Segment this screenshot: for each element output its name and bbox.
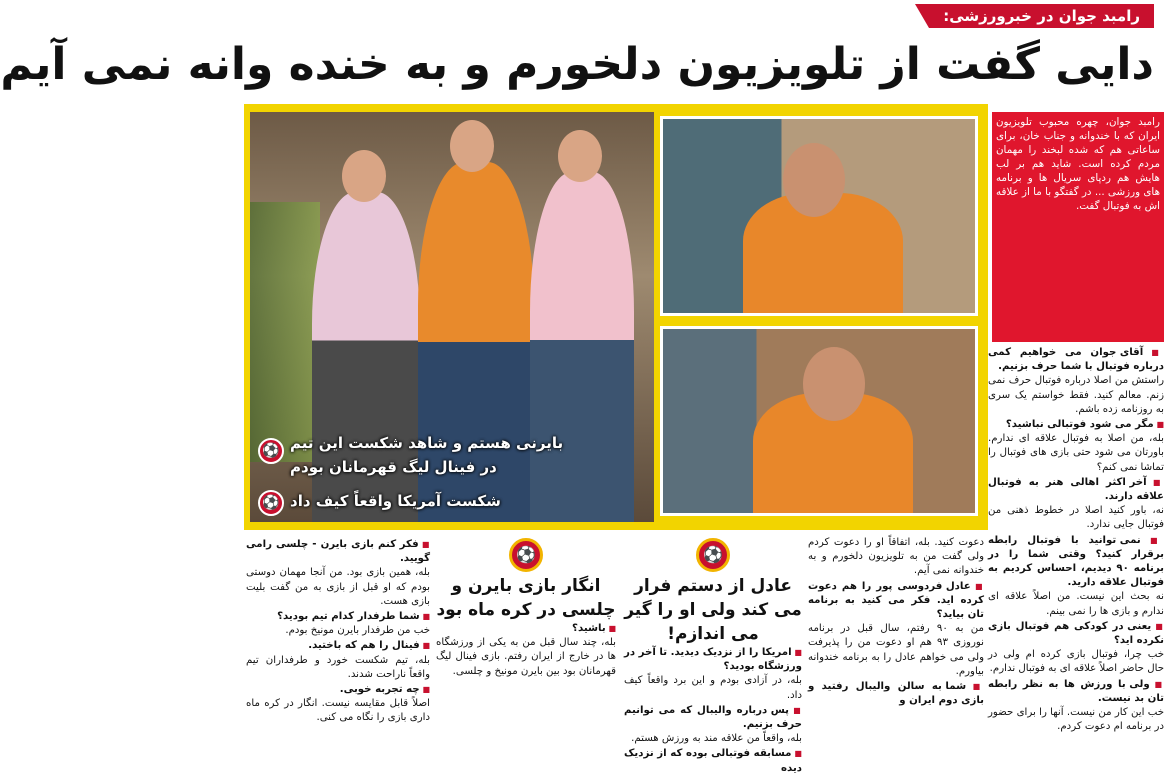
head-right [558, 130, 602, 182]
question: ■ نمی توانید با فوتبال رابطه برقرار کنید؟ وقتی شما را در برنامه ۹۰ دیدیم، احساس کردیم به فوتبال علاقه دارید. [988, 535, 1164, 589]
caption-2: در فینال لیگ قهرمانان بودم [290, 458, 497, 476]
question: ■ پس درباره والیبال که می توانیم حرف بزنیم. [624, 705, 802, 730]
head-center [450, 120, 494, 172]
lead-paragraph: رامبد جوان، چهره محبوب تلویزیون ایران که با خندوانه و جناب خان، برای ساعاتی هم که شده لبخند را مهمان مردم کرده است. شاید هم بر لب هایش هم ردپای سریال ها و برنامه های ورزشی ... در گفتگو با ما از علاقه اش به فوتبال گفت. [992, 112, 1164, 342]
question: ■ فکر کنم بازی بایرن - چلسی رامی گویید. [246, 539, 430, 564]
column-mid-left [436, 538, 616, 760]
soccer-ball-icon: ⚽ [258, 438, 284, 464]
group-photo [250, 112, 654, 522]
answer: نه، باور کنید اصلا در خطوط ذهنی من فوتبال جایی ندارد. [988, 505, 1164, 531]
soccer-ball-icon: ⚽ [258, 490, 284, 516]
question: ■ آخر اکثر اهالی هنر به فوتبال علاقه دارند. [988, 477, 1164, 502]
question: ■ شما طرفدار کدام تیم بودید؟ [277, 611, 430, 622]
answer: خب این کار من نیست. آنها را برای حضور در برنامه ام دعوت کردم. [988, 707, 1164, 733]
headline: دایی گفت از تلویزیون دلخورم و به خنده وانه نمی آیم [0, 39, 1154, 90]
answer: بله، من اصلا به فوتبال علاقه ای ندارم. باورتان می شود حتی بازی های فوتبال را تماشا نمی کنم؟ [988, 433, 1164, 473]
answer: بله، چند سال قبل من به یکی از ورزشگاه ها در خارج از ایران رفتم. بازی فینال لیگ قهرمانان بود بین بایرن مونیخ و چلسی. [436, 637, 616, 677]
question: ■ مسابقه فوتبالی بوده که از نزدیک دیده [624, 748, 802, 773]
pull-quote-mid: عادل از دستم فرار می کند ولی او را گیر می اندازم! [624, 576, 802, 644]
question: ■ یعنی در کودکی هم فوتبال بازی نکرده اید؟ [988, 621, 1164, 646]
question: ■ آقای جوان می خواهیم کمی درباره فوتبال با شما حرف بزنیم. [988, 347, 1164, 372]
question: ■ عادل فردوسی پور را هم دعوت کرده اید. فکر می کنید به برنامه تان بیاید؟ [808, 581, 984, 620]
soccer-ball-icon: ⚽ [696, 538, 730, 572]
answer: راستش من اصلا درباره فوتبال حرف نمی زنم. معالم کنید. فقط خواستم یک سری به روزنامه زده باشم. [988, 375, 1164, 415]
answer: من به ۹۰ رفتم، سال قبل در برنامه نوروزی ۹۳ هم او دعوت من را پذیرفت ولی می خواهم عادل را به برنامه خندوانه بیاورم. [808, 623, 984, 677]
man-head [783, 143, 845, 217]
plant-decoration [250, 202, 320, 462]
question: ■ امریکا را از نزدیک دیدید. تا آخر در ورزشگاه بودید؟ [624, 647, 802, 672]
answer: دعوت کنید. بله، اتفاقاً او را دعوت کردم ولی گفت من به تلویزیون دلخورم و به خندوانه نمی آیم. [808, 537, 984, 577]
kicker: رامبد جوان در خبرورزشی: [929, 4, 1154, 28]
question: ■ ولی با ورزش ها به نظر رابطه تان بد نیست. [988, 679, 1164, 704]
question: ■ فینال را هم که باختید. [308, 640, 430, 651]
answer: بله، همین بازی بود. من آنجا مهمان دوستی بودم که او قبل از بازی به من گفت بلیت بازی هست. [246, 567, 430, 607]
caption-3: شکست آمریکا واقعاً کیف داد [290, 492, 501, 510]
portrait-photo-top [660, 116, 978, 316]
question: ■ مگر می شود فوتبالی نباشید؟ [1006, 419, 1164, 430]
pull-quote-left: انگار بازی بایرن و چلسی در کره ماه بود [436, 576, 616, 620]
photo-frame [244, 104, 988, 530]
head-left [342, 150, 386, 202]
column-mid [624, 538, 802, 774]
question: ■ چه تجربه خوبی. [340, 684, 430, 695]
answer: بله، تیم شکست خورد و طرفداران تیم واقعاً ناراحت شدند. [246, 654, 430, 680]
question: ■ شما به سالن والیبال رفتید و بازی دوم ایران و [808, 681, 984, 706]
soccer-ball-icon: ⚽ [509, 538, 543, 572]
caption-1: بایرنی هستم و شاهد شکست این تیم [290, 434, 564, 452]
answer: نه بحث این نیست. من اصلاً علاقه ای ندارم و بازی ها را نمی بینم. [988, 591, 1164, 617]
person-right [530, 172, 634, 522]
answer: اصلاً قابل مقایسه نیست. انگار در کره ماه داری بازی را نگاه می کنی. [246, 698, 430, 724]
column-left [246, 538, 430, 760]
answer: بله، در آزادی بودم و این برد واقعاً کیف داد. [624, 675, 802, 701]
man-head [803, 347, 865, 421]
answer: بله، واقعاً من علاقه مند به ورزش هستم. [631, 733, 802, 745]
column-mid-right [808, 536, 984, 760]
answer: خب من طرفدار بایرن مونیخ بودم. [285, 625, 430, 637]
question: ■ باشید؟ [572, 623, 616, 634]
column-right [988, 346, 1164, 760]
answer: خب چرا، فوتبال بازی کرده ام ولی در حال حاضر اصلاً علاقه ای به فوتبال ندارم. [988, 649, 1164, 675]
portrait-photo-bottom [660, 326, 978, 516]
